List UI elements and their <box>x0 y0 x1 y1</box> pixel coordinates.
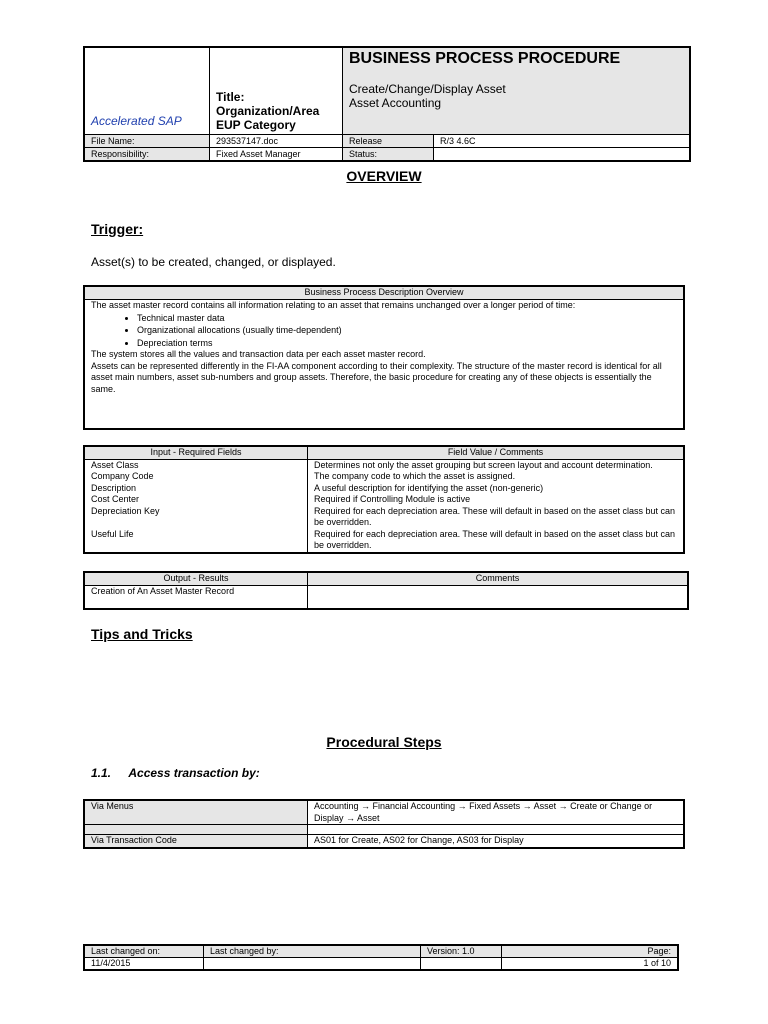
table-row <box>84 835 684 848</box>
menus-label: Via Menus <box>84 800 308 825</box>
responsibility-value: Fixed Asset Manager <box>210 148 343 162</box>
responsibility-label: Responsibility: <box>84 148 210 162</box>
file-name-label: File Name: <box>84 135 210 148</box>
field-name: Depreciation Key <box>84 506 308 529</box>
table-row <box>84 506 684 529</box>
spacer-cell <box>308 825 685 835</box>
accelerated-sap-logo: Accelerated SAP <box>91 114 182 128</box>
table-row <box>84 459 684 471</box>
description-body <box>84 300 684 430</box>
step-heading <box>91 766 260 780</box>
field-name: Description <box>84 483 308 495</box>
release-label: Release <box>343 135 434 148</box>
description-header: Business Process Description Overview <box>84 286 684 300</box>
release-value: R/3 4.6C <box>434 135 691 148</box>
field-comment: Required for each depreciation area. These will default in based on the asset class but can be overridden. <box>314 505 676 527</box>
tcode-value: AS01 for Create, AS02 for Change, AS03 for Display <box>314 835 524 845</box>
table-row <box>84 471 684 483</box>
table-row <box>84 529 684 553</box>
document-footer <box>83 944 679 971</box>
description-line3: Assets can be represented differently in the FI-AA component according to their complexity. The structure of the master record is identical for all asset main numbers, asset sub-numbers and group assets. Therefore, the basic procedure for creating any of these objects is essentially the same. <box>91 360 662 394</box>
output-table <box>83 571 689 610</box>
last-changed-on-label: Last changed on: <box>84 945 204 958</box>
field-comment: Required for each depreciation area. These will default in based on the asset class but can be overridden. <box>314 528 676 550</box>
list-item: • Organizational allocations (usually time-dependent) <box>137 324 677 337</box>
trigger-text: Asset(s) to be created, changed, or displayed. <box>91 255 336 269</box>
access-table <box>83 799 685 849</box>
org-value: Asset Accounting <box>349 96 442 110</box>
step-number: 1.1. <box>91 766 112 780</box>
field-comment: Determines not only the asset grouping but screen layout and account determination. <box>314 459 653 470</box>
output-col2-header: Comments <box>308 572 689 585</box>
step-title: Access transaction by: <box>128 766 260 780</box>
overview-heading: OVERVIEW <box>346 168 422 184</box>
field-comment: A useful description for identifying the asset (non-generic) <box>314 482 544 493</box>
title-value: Create/Change/Display Asset <box>349 82 506 96</box>
field-name: Cost Center <box>84 494 308 506</box>
last-changed-by-label: Last changed by: <box>204 945 421 958</box>
last-changed-on-value: 11/4/2015 <box>84 958 204 971</box>
version: Version: 1.0 <box>421 945 502 958</box>
title-labels <box>210 47 343 135</box>
description-intro: The asset master record contains all information relating to an asset that remains unchanged over a longer period of time: <box>91 300 576 310</box>
table-row <box>84 585 688 609</box>
list-item: • Depreciation terms <box>137 337 677 350</box>
table-row <box>84 483 684 495</box>
output-col1-header: Output - Results <box>84 572 308 585</box>
field-name: Useful Life <box>84 529 308 553</box>
table-row <box>84 800 684 825</box>
status-value <box>434 148 691 162</box>
doc-type: BUSINESS PROCESS PROCEDURE <box>349 50 621 67</box>
field-comment: Required if Controlling Module is active <box>314 494 471 504</box>
document-header <box>83 46 691 162</box>
status-label: Status: <box>343 148 434 162</box>
table-row <box>84 494 684 506</box>
description-line2: The system stores all the values and transaction data per each asset master record. <box>91 349 426 359</box>
procedural-heading: Procedural Steps <box>326 734 442 750</box>
last-changed-by-value <box>204 958 421 971</box>
page-value: 1 of 10 <box>502 958 679 971</box>
field-comment: The company code to which the asset is assigned. <box>314 471 516 481</box>
tcode-label: Via Transaction Code <box>84 835 308 848</box>
eup-label: EUP Category <box>216 118 296 132</box>
description-bullets <box>91 312 677 350</box>
description-table <box>83 285 685 430</box>
logo-cell <box>84 47 210 135</box>
output-comment <box>308 585 689 609</box>
menus-value: Accounting → Financial Accounting → Fixed Assets → Asset → Create or Change or Display → Asset <box>308 800 685 825</box>
input-col1-header: Input - Required Fields <box>84 446 308 459</box>
input-table <box>83 445 685 554</box>
trigger-heading: Trigger: <box>91 221 144 237</box>
title-values <box>343 47 691 135</box>
spacer-cell <box>84 825 308 835</box>
table-row <box>84 825 684 835</box>
output-result: Creation of An Asset Master Record <box>84 585 308 609</box>
version-blank <box>421 958 502 971</box>
field-name: Company Code <box>84 471 308 483</box>
org-label: Organization/Area <box>216 104 320 118</box>
input-col2-header: Field Value / Comments <box>308 446 685 459</box>
field-name: Asset Class <box>84 459 308 471</box>
title-label: Title: <box>216 90 245 104</box>
page-label: Page: <box>502 945 679 958</box>
list-item: • Technical master data <box>137 312 677 325</box>
tips-heading: Tips and Tricks <box>91 626 193 642</box>
file-name-value: 293537147.doc <box>210 135 343 148</box>
